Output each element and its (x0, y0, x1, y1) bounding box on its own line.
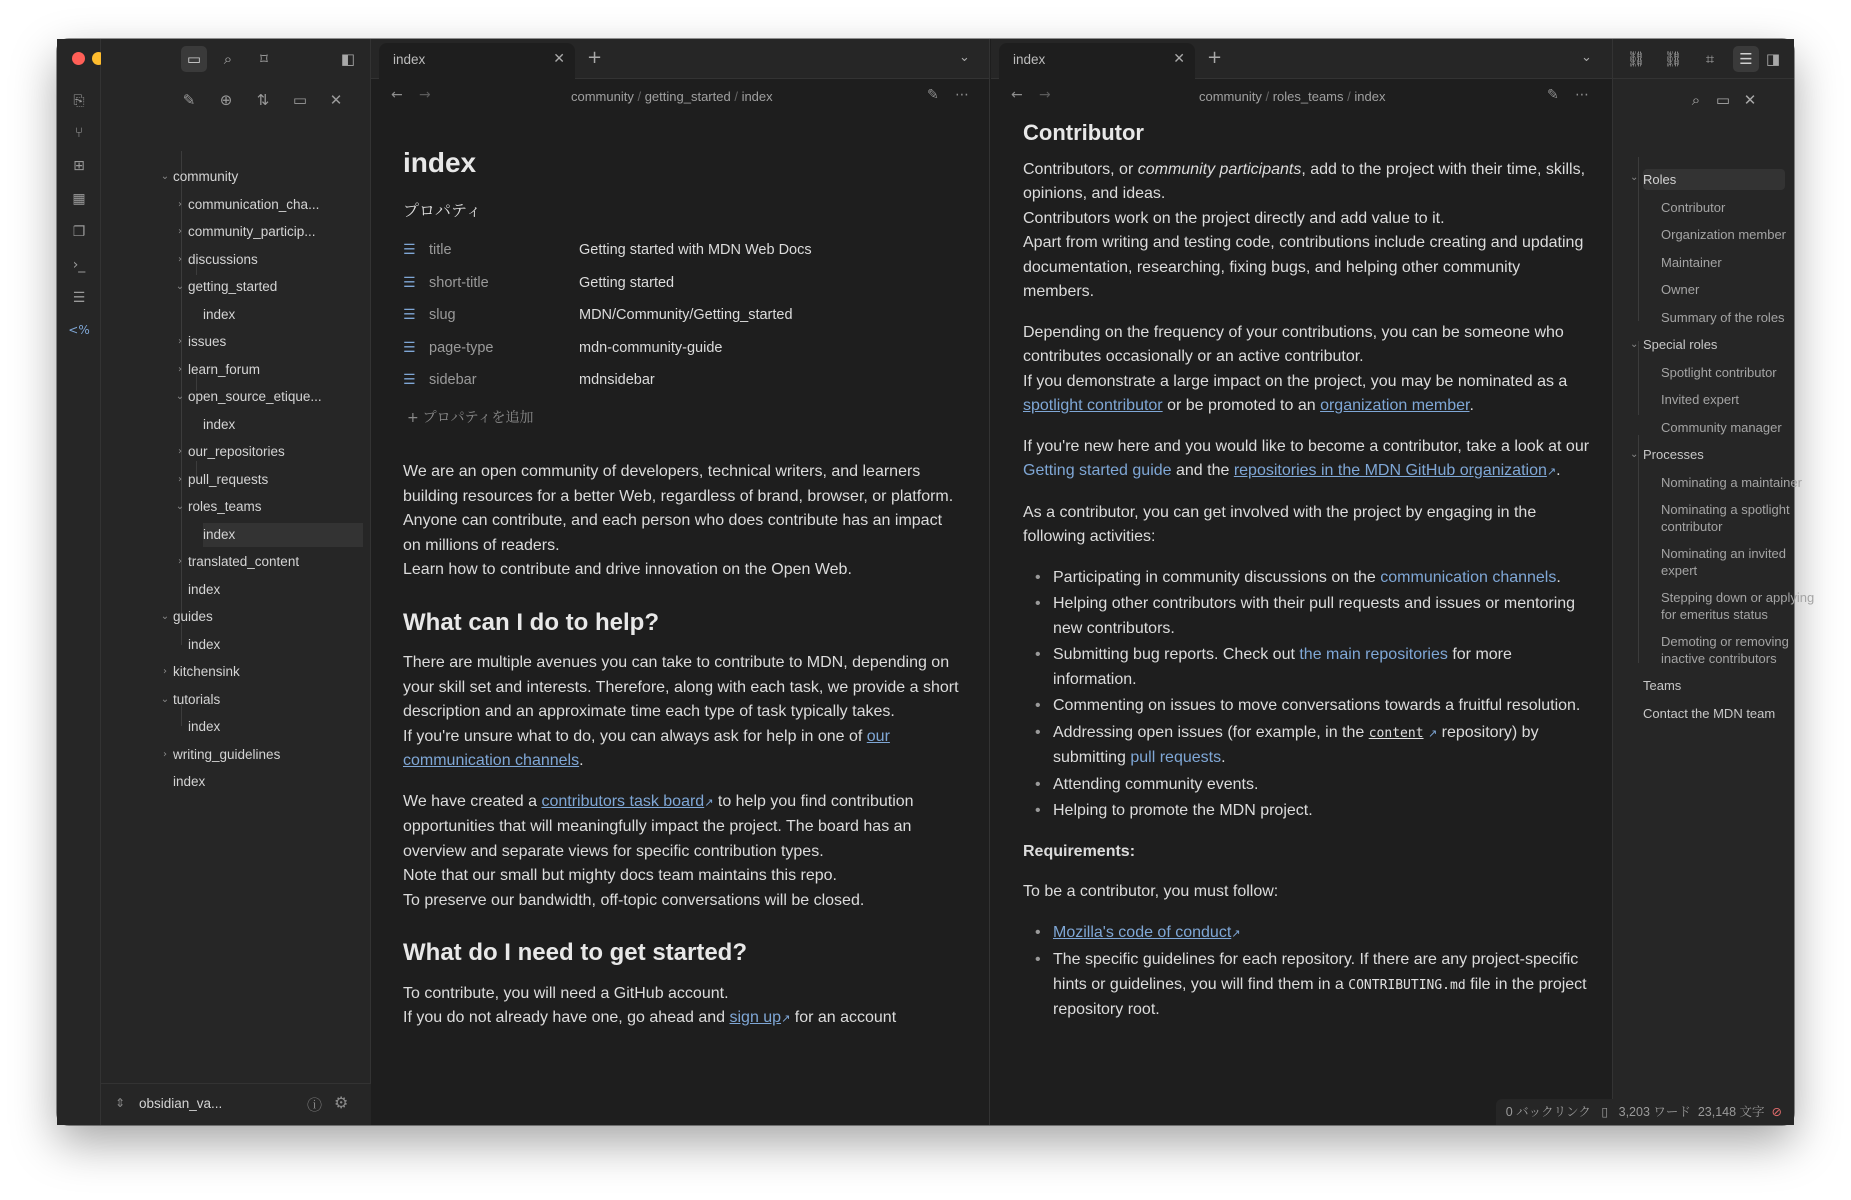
text: Contributors, or (1023, 160, 1138, 178)
vault-switch-icon[interactable]: ⇕ (115, 1096, 126, 1110)
text: file in the project repository root. (1053, 975, 1587, 1018)
file-tree-item[interactable] (163, 743, 363, 767)
spotlight-contributor-link[interactable]: spotlight contributor (1023, 397, 1163, 414)
add-property-button[interactable] (407, 405, 959, 431)
bases-icon[interactable]: ☰ (72, 290, 86, 306)
outline-auto-expand-icon[interactable]: ▭ (1715, 91, 1731, 109)
property-key[interactable]: sidebar (429, 372, 477, 388)
canvas-icon[interactable]: ⊞ (73, 158, 85, 174)
outline-item-label: Organization member (1661, 227, 1786, 242)
contributor-paragraph-2 (1023, 321, 1593, 419)
file-tree-item-label: guides (173, 609, 213, 624)
add-property-label: プロパティを追加 (422, 408, 534, 425)
files-tab-icon[interactable]: ▭ (181, 46, 207, 72)
file-tree-item-label: writing_guidelines (173, 746, 281, 762)
text-property-icon: ☰ (403, 307, 416, 323)
text: community participants (1137, 160, 1302, 178)
right-note-content (1023, 121, 1593, 1039)
communication-channels-link[interactable]: communication channels (1380, 568, 1557, 586)
outline-item[interactable] (1661, 309, 1785, 326)
intro-paragraph (403, 460, 959, 583)
outline-item-label: Nominating a maintainer (1661, 474, 1802, 490)
text: To preserve our bandwidth, off-topic conversations will be closed. (403, 891, 865, 909)
outline-item-label: Processes (1643, 447, 1704, 462)
heading-help: What can I do to help? (403, 608, 659, 636)
list-item (1023, 566, 1593, 591)
breadcrumb-item[interactable]: roles_teams (1272, 89, 1344, 104)
list-item: • Attending community events. (1023, 773, 1593, 798)
file-tree-item-label: index (203, 416, 236, 432)
file-tree-item-label: index (203, 526, 236, 542)
file-tree-item[interactable] (203, 303, 363, 327)
right-tab-bar (991, 39, 1612, 79)
text: If you do not already have one, go ahead and (403, 1009, 730, 1026)
text: The specific guidelines for each repository. If there are any project-specific hints or guidelines, you will find them in a (1053, 951, 1579, 993)
property-key[interactable]: slug (429, 307, 456, 323)
file-tree-item[interactable] (188, 633, 363, 657)
markdown-importer-icon[interactable]: <% (68, 323, 90, 337)
text: Participating in community discussions on the (1053, 568, 1381, 586)
pull-requests-link[interactable]: pull requests (1130, 749, 1222, 766)
list-item (1023, 643, 1593, 692)
file-tree-item[interactable] (178, 468, 363, 492)
breadcrumb-item[interactable]: index (1354, 89, 1386, 104)
text: . (1221, 749, 1226, 766)
external-link-icon: ↗ (1546, 465, 1557, 478)
property-value[interactable]: Getting started with MDN Web Docs (579, 242, 812, 258)
outline-item[interactable] (1630, 336, 1718, 353)
file-tree-item[interactable] (178, 248, 363, 272)
property-value[interactable]: mdnsidebar (579, 372, 655, 388)
file-tree-item-label: index (188, 581, 221, 597)
command-palette-icon[interactable]: ›_ (72, 257, 86, 273)
edit-mode-pencil-icon[interactable]: ✎ (1547, 87, 1559, 103)
search-icon[interactable]: ⌕ (223, 50, 233, 68)
outline-item-label: Owner (1661, 282, 1700, 297)
communication-channels-link[interactable]: our communication channels (403, 727, 890, 769)
intro-line: We are an open community of developers, technical writers, and learners building resources for a better Web, regardless of brand, browser, or platform. (403, 463, 954, 505)
more-options-icon[interactable]: ⋯ (1575, 87, 1589, 103)
breadcrumb-item[interactable]: getting_started (644, 89, 731, 104)
left-note-content (403, 147, 959, 1048)
close-window-button[interactable] (72, 52, 85, 65)
sign-up-link[interactable]: sign up (729, 1009, 782, 1026)
text: for an account (790, 1009, 897, 1026)
file-tree-item-label: index (188, 636, 221, 652)
word-count: 3,203 ワード (1618, 1105, 1691, 1119)
text: . (1556, 462, 1561, 479)
property-row[interactable] (403, 332, 959, 365)
text: . (1469, 397, 1474, 414)
outline-item[interactable] (1661, 281, 1699, 298)
list-item: • Commenting on issues to move conversations towards a fruitful resolution. (1023, 694, 1593, 719)
open-quick-switcher-icon[interactable]: ⎘ (73, 93, 85, 109)
file-tree-item[interactable] (163, 660, 363, 684)
file-tree-item[interactable] (178, 330, 363, 354)
new-tab-icon[interactable]: + (587, 47, 603, 68)
text-property-icon: ☰ (403, 339, 416, 356)
outline-item[interactable] (1661, 364, 1777, 381)
text: to help you find contribution opportunities that will meaningfully impact the project. The board has an overview and separate views for specific contribution types. (403, 792, 914, 860)
text: repository) by submitting (1053, 723, 1539, 766)
forward-arrow-icon[interactable]: → (419, 87, 431, 103)
breadcrumb: community / roles_teams / index (1199, 89, 1386, 104)
tags-icon[interactable]: ⌗ (1705, 50, 1715, 68)
back-arrow-icon[interactable]: ← (1011, 87, 1023, 103)
close-tab-icon[interactable]: ✕ (553, 51, 565, 67)
file-tree-item-label: discussions (188, 251, 258, 267)
chevron-right-icon[interactable]: › (178, 363, 182, 375)
text: We have created a (403, 792, 542, 810)
file-tree-item-label: our_repositories (188, 444, 285, 459)
file-tree-item-label: community (173, 169, 239, 184)
breadcrumb-item[interactable]: index (741, 89, 773, 104)
outline-item[interactable] (1630, 169, 1785, 190)
tab-label: index (1013, 52, 1046, 67)
file-tree-item-label: communication_cha... (188, 196, 320, 212)
chevron-right-icon[interactable]: › (178, 253, 182, 265)
text: or be promoted to an (1162, 397, 1321, 414)
outline-item[interactable] (1661, 226, 1786, 243)
chevron-down-icon[interactable]: ⌄ (160, 611, 170, 622)
outline-item[interactable] (1661, 633, 1789, 667)
char-count: 23,148 文字 (1697, 1105, 1765, 1119)
new-tab-icon[interactable]: + (1207, 47, 1223, 68)
text: Depending on the frequency of your contributions, you can be someone who contributes occasionally or an active contributor. (1023, 323, 1564, 365)
outline-tab-icon[interactable]: ☰ (1733, 46, 1759, 72)
back-arrow-icon[interactable]: ← (391, 87, 403, 103)
vault-name[interactable]: obsidian_va... (139, 1096, 223, 1111)
main-repositories-link[interactable]: the main repositories (1299, 646, 1448, 663)
breadcrumb: community / getting_started / index (571, 89, 773, 104)
chevron-down-icon[interactable]: ⌄ (1630, 449, 1639, 460)
chevron-down-icon[interactable]: ⌄ (175, 391, 185, 402)
requirements-list (1023, 921, 1593, 1023)
file-tree-item[interactable] (173, 770, 363, 794)
chevron-down-icon[interactable]: ⌄ (175, 501, 185, 512)
content-repo-link[interactable]: content (1368, 725, 1424, 741)
chevron-right-icon[interactable]: › (178, 336, 182, 347)
text-property-icon: ☰ (403, 274, 416, 291)
property-key[interactable]: short-title (429, 274, 489, 291)
property-value[interactable]: MDN/Community/Getting_started (579, 307, 793, 323)
text: Contributors work on the project directly and add value to it. (1023, 209, 1445, 227)
file-tree-item[interactable] (188, 578, 363, 602)
list-item: • Helping to promote the MDN project. (1023, 799, 1593, 824)
property-key[interactable]: title (429, 242, 452, 258)
bookmarks-icon[interactable]: ⌑ (260, 50, 268, 68)
outline-item-label: Special roles (1643, 337, 1718, 352)
graph-view-icon[interactable]: ⑂ (74, 125, 84, 141)
note-title: index (403, 147, 477, 178)
file-tree-item-label: issues (188, 334, 227, 349)
external-link-icon: ↗ (1427, 726, 1438, 740)
outline-item[interactable] (1643, 705, 1775, 722)
outgoing-links-icon[interactable]: ⛓ (1663, 50, 1683, 68)
plus-icon: + (407, 409, 419, 426)
chevron-right-icon[interactable]: › (163, 748, 167, 760)
right-sidebar-tab-bar (1613, 39, 1794, 79)
external-link-icon: ↗ (781, 1012, 791, 1025)
requirements-heading: Requirements: (1023, 842, 1136, 860)
file-tree-item-label: getting_started (188, 279, 278, 294)
organization-member-link[interactable]: organization member (1320, 397, 1470, 414)
file-tree-item-label: index (188, 719, 221, 734)
collapse-right-sidebar-icon[interactable]: ◨ (1765, 50, 1781, 68)
text-property-icon: ☰ (403, 372, 416, 388)
reading-mode-icon[interactable]: ▯ (1601, 1104, 1609, 1119)
properties-heading: プロパティ (403, 202, 482, 220)
help-paragraph-2 (403, 790, 959, 914)
file-tree-item[interactable] (188, 715, 363, 739)
text: There are multiple avenues you can take to contribute to MDN, depending on your skill set and interests. Therefore, along with each task, we provide a short description and an approximate time each type of task typically takes. (403, 654, 959, 720)
close-tab-icon[interactable]: ✕ (1173, 51, 1185, 67)
getting-started-guide-link[interactable]: Getting started guide (1023, 462, 1172, 479)
file-tree-item[interactable] (175, 385, 363, 409)
outline-item-label: Stepping down or applying for emeritus status (1661, 590, 1815, 622)
chevron-right-icon[interactable]: › (178, 226, 182, 237)
outline-item-label: Teams (1643, 678, 1682, 693)
sort-icon[interactable]: ⇅ (256, 91, 270, 109)
text: If you're new here and you would like to become a contributor, take a look at our (1023, 437, 1590, 455)
file-tree-item[interactable] (203, 523, 363, 547)
file-tree-item[interactable] (160, 605, 363, 629)
text: , add to the project with their time, skills, opinions, and ideas. (1023, 160, 1586, 202)
outline-item-label: Invited expert (1661, 392, 1740, 407)
collapse-all-icon[interactable]: ✕ (329, 91, 343, 109)
file-tree-item-label: translated_content (188, 554, 300, 569)
heading-get-started: What do I need to get started? (403, 939, 748, 966)
outline-item-label: Nominating a spotlight contributor (1661, 502, 1790, 534)
requirements-paragraph: To be a contributor, you must follow: (1023, 883, 1279, 900)
more-options-icon[interactable]: ⋯ (955, 87, 969, 103)
outline-item-label: Summary of the roles (1661, 309, 1785, 325)
task-board-link[interactable]: contributors task board (541, 792, 705, 810)
outline-item-label: Demoting or removing inactive contributors (1661, 634, 1789, 666)
file-tree-item-label: community_particip... (188, 224, 316, 239)
text: If you're unsure what to do, you can always ask for help in one of (403, 727, 867, 745)
inline-code: CONTRIBUTING.md (1348, 977, 1466, 993)
file-tree-item[interactable] (175, 275, 363, 299)
daily-note-icon[interactable]: ▦ (72, 191, 86, 207)
list-item (1023, 948, 1593, 1023)
new-folder-icon[interactable]: ⊕ (219, 91, 233, 109)
text: for more information. (1053, 646, 1512, 688)
list-item (1023, 921, 1593, 947)
outline-item[interactable] (1661, 419, 1782, 436)
intro-line: Anyone can contribute, and each person who does contribute has an impact on millions of readers. (403, 512, 943, 554)
sync-error-icon[interactable]: ⊘ (1771, 1104, 1782, 1119)
outline-item-label: Contributor (1661, 199, 1726, 215)
property-row[interactable] (403, 267, 959, 300)
help-paragraph-1: There are multiple avenues you can take to contribute to MDN, depending on your skill set and interests. Therefore, along with each task, we provide a short description and an approximate time each type of task typically takes. If you're unsure what to do, you can always ask for help in one of our communication channels. (403, 654, 959, 769)
property-row[interactable] (403, 299, 959, 332)
edit-mode-pencil-icon[interactable]: ✎ (927, 87, 939, 103)
text: To contribute, you will need a GitHub account. (403, 984, 729, 1002)
file-tree-item[interactable] (175, 495, 363, 519)
file-tree-item-label: open_source_etique... (188, 389, 322, 404)
outline-collapse-icon[interactable]: ✕ (1743, 91, 1757, 109)
property-value[interactable]: mdn-community-guide (579, 339, 723, 356)
property-key[interactable]: page-type (429, 339, 494, 356)
chevron-down-icon[interactable]: ⌄ (1630, 339, 1639, 350)
right-editor-pane (991, 39, 1613, 1125)
ribbon (57, 39, 101, 1125)
outline-search-icon[interactable]: ⌕ (1691, 91, 1701, 109)
auto-reveal-icon[interactable]: ▭ (292, 91, 308, 109)
chevron-right-icon[interactable]: › (178, 473, 182, 485)
external-link-icon: ↗ (704, 795, 714, 809)
text: Apart from writing and testing code, contributions include creating and updating documentation, researching, fixing bugs, and helping other community members. (1023, 234, 1584, 300)
settings-gear-icon[interactable]: ⚙ (334, 1093, 349, 1112)
intro-line: Learn how to contribute and drive innovation on the Open Web. (403, 561, 852, 578)
file-tree-item[interactable] (178, 358, 363, 382)
tab-label: index (393, 52, 426, 67)
contributor-paragraph-4: As a contributor, you can get involved with the project by engaging in the following activities: (1023, 503, 1537, 545)
help-icon[interactable]: ⓘ (307, 1096, 323, 1114)
vault-switcher-bar (101, 1083, 371, 1125)
file-explorer-sidebar (101, 39, 371, 1125)
breadcrumb-item[interactable]: community (1199, 89, 1262, 104)
tab-index-right[interactable] (999, 43, 1195, 79)
chevron-down-icon[interactable]: ⌄ (160, 693, 170, 705)
collapse-sidebar-icon[interactable]: ◧ (340, 50, 356, 68)
code-of-conduct-link[interactable]: Mozilla's code of conduct (1053, 923, 1232, 941)
chevron-right-icon[interactable]: › (178, 446, 182, 457)
outline-item[interactable] (1643, 677, 1681, 694)
outline-item-label: Roles (1643, 172, 1677, 187)
text: and the (1171, 462, 1234, 479)
file-tree-item-label: learn_forum (188, 361, 261, 377)
file-tree-item[interactable] (160, 688, 363, 712)
chevron-down-icon[interactable]: ⌄ (160, 171, 170, 182)
outline-item-label: Contact the MDN team (1643, 705, 1776, 721)
tab-index-left[interactable] (379, 43, 575, 79)
app-window (57, 39, 1815, 1125)
left-editor-pane (371, 39, 990, 1125)
backlinks-icon[interactable]: ⛓ (1626, 50, 1646, 68)
outline-item[interactable] (1661, 501, 1790, 535)
file-tree-item-label: tutorials (173, 691, 221, 707)
new-note-icon[interactable]: ✎ (182, 91, 196, 109)
status-bar (1496, 1099, 1782, 1125)
chevron-down-icon[interactable]: ⌄ (1630, 172, 1639, 183)
mdn-github-link[interactable]: repositories in the MDN GitHub organization (1233, 462, 1547, 479)
outline-item[interactable] (1661, 199, 1725, 216)
chevron-right-icon[interactable]: › (178, 198, 182, 210)
text: Note that our small but mighty docs team maintains this repo. (403, 867, 837, 884)
outline-item-label: Spotlight contributor (1661, 364, 1777, 380)
property-row[interactable] (403, 364, 959, 397)
property-value[interactable]: Getting started (579, 274, 675, 291)
file-tree-item-label: roles_teams (188, 499, 262, 514)
file-tree-item-label: index (173, 774, 206, 789)
outline-item-label: Community manager (1661, 419, 1782, 435)
contributor-paragraph-1 (1023, 158, 1593, 305)
file-tree-item[interactable] (203, 413, 363, 437)
outline-item-label: Maintainer (1661, 254, 1722, 270)
breadcrumb-item[interactable]: community (571, 89, 634, 104)
file-tree-item[interactable] (178, 193, 363, 217)
outline-item[interactable] (1661, 391, 1739, 408)
file-tree-item[interactable] (160, 165, 363, 189)
text: If you demonstrate a large impact on the project, you may be nominated as a (1023, 372, 1568, 390)
chevron-right-icon[interactable]: › (163, 666, 167, 677)
heading-contributor: Contributor (1023, 120, 1144, 145)
file-tree-item[interactable] (178, 220, 363, 244)
outline-item[interactable] (1661, 545, 1786, 579)
forward-arrow-icon[interactable]: → (1039, 87, 1051, 103)
left-tab-bar (371, 39, 989, 79)
tab-list-chevron-down-icon[interactable]: ⌄ (1581, 50, 1592, 65)
properties-list (403, 234, 959, 397)
backlinks-count[interactable]: 0 バックリンク (1505, 1105, 1591, 1119)
outline-item[interactable] (1661, 474, 1802, 491)
outline-item-label: Nominating an invited expert (1661, 546, 1787, 578)
start-paragraph (403, 982, 959, 1032)
contributor-paragraph-3 (1023, 435, 1593, 485)
file-tree-item[interactable] (178, 440, 363, 464)
outline-item[interactable] (1661, 589, 1814, 623)
text: Addressing open issues (for example, in the (1053, 723, 1369, 741)
list-item: • Helping other contributors with their pull requests and issues or mentoring new contributors. (1023, 592, 1593, 641)
outline-item[interactable] (1661, 254, 1722, 271)
file-tree-item-label: kitchensink (173, 664, 240, 679)
outline-sidebar (1505, 39, 1815, 1125)
chevron-right-icon[interactable]: › (178, 556, 182, 567)
activities-list (1023, 566, 1593, 824)
outline-item[interactable] (1630, 446, 1704, 463)
external-link-icon: ↗ (1231, 926, 1241, 940)
text: Submitting bug reports. Check out (1053, 646, 1300, 663)
file-tree-item-label: index (203, 306, 236, 322)
list-item (1023, 721, 1593, 771)
property-row[interactable] (403, 234, 959, 267)
file-tree-item-label: pull_requests (188, 471, 269, 487)
chevron-down-icon[interactable]: ⌄ (175, 281, 185, 292)
templates-icon[interactable]: ❐ (72, 224, 86, 240)
text: . (1556, 568, 1561, 586)
outline-guide (1638, 435, 1639, 663)
text-property-icon: ☰ (403, 242, 416, 258)
file-tree-item[interactable] (178, 550, 363, 574)
tab-list-chevron-down-icon[interactable]: ⌄ (959, 50, 970, 65)
